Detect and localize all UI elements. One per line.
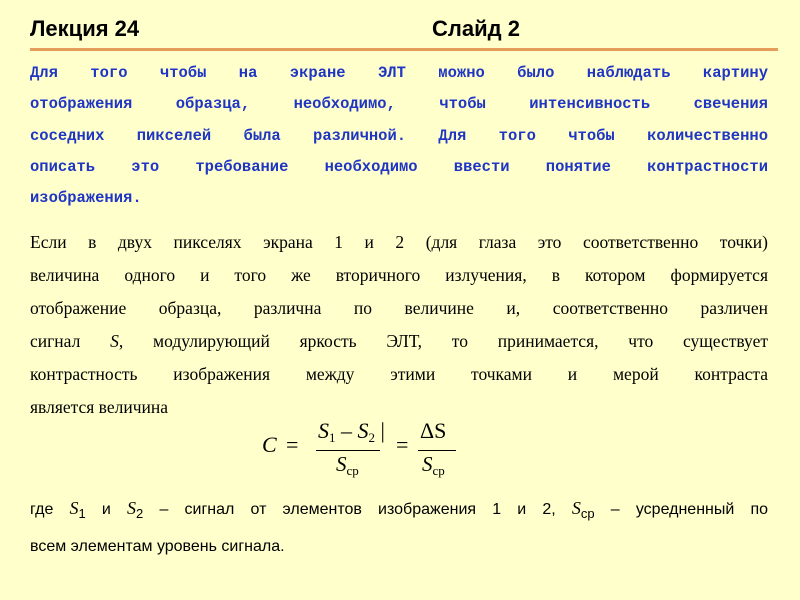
footnote-text: где [30,501,70,518]
body-text: , модулирующий яркость ЭЛТ, то принимается, что существует [118,331,768,351]
body-line: отображение образца, различна по величине и, соответственно различен [30,298,768,318]
lecture-title: Лекция 24 [30,16,140,41]
footnote-text: и [85,501,128,518]
body-line [30,325,768,358]
fraction-bar [316,450,380,451]
formula-denominator-1 [336,452,359,479]
sub-2: 2 [368,430,375,445]
sub-2: 2 [136,506,144,521]
footnote-line: всем элементам уровень сигнала. [30,538,285,555]
var-s2: S [127,498,137,518]
intro-line: изображения. [30,189,142,208]
formula-equals: = [286,432,299,457]
slide-number: Слайд 2 [432,16,520,41]
footnote-paragraph [30,492,768,563]
formula-numerator-1 [318,418,385,446]
intro-line: Для того чтобы на экране ЭЛТ можно было наблюдать картину [30,64,768,82]
footnote-text: – сигнал от элементов изображения 1 и 2, [143,501,572,518]
body-text: сигнал [30,331,111,351]
abs-bar: | [375,418,385,443]
minus: – [335,418,358,443]
sub-cp: ср [580,506,595,521]
formula-equals-2: = [396,432,409,457]
sub-1: 1 [78,506,86,521]
sub-cp: ср [432,463,445,478]
var-s: S [318,418,329,443]
contrast-formula [262,418,482,484]
formula-lhs: C [262,432,277,457]
header-divider [30,48,778,51]
footnote-line [30,492,768,530]
intro-line: описать это требование необходимо ввести понятие контрастности [30,157,768,176]
slide-header [0,0,800,48]
intro-paragraph [30,58,768,214]
fraction-bar [418,450,456,451]
var-scp: S [571,498,581,518]
body-line: является величина [30,397,169,417]
formula-denominator-2 [422,452,445,479]
sub-1: 1 [329,430,336,445]
intro-line: отображения образца, необходимо, чтобы интенсивность свечения [30,95,768,114]
footnote-text: – усредненный по [594,501,769,518]
formula-numerator-2: ΔS [420,418,447,443]
var-s1: S [69,498,79,518]
body-line: Если в двух пикселях экрана 1 и 2 (для глаза это соответственно точки) [30,232,768,252]
body-line: контрастность изображения между этими точками и мерой контраста [30,364,768,384]
intro-line: соседних пикселей была различной. Для того чтобы количественно [30,126,768,145]
var-s: S [336,452,347,476]
sub-cp: ср [346,463,359,478]
var-s: S [422,452,433,476]
signal-variable: S [110,331,119,351]
body-line: величина одного и того же вторичного излучения, в котором формируется [30,265,768,285]
var-s: S [357,418,369,443]
body-paragraph [30,226,768,424]
